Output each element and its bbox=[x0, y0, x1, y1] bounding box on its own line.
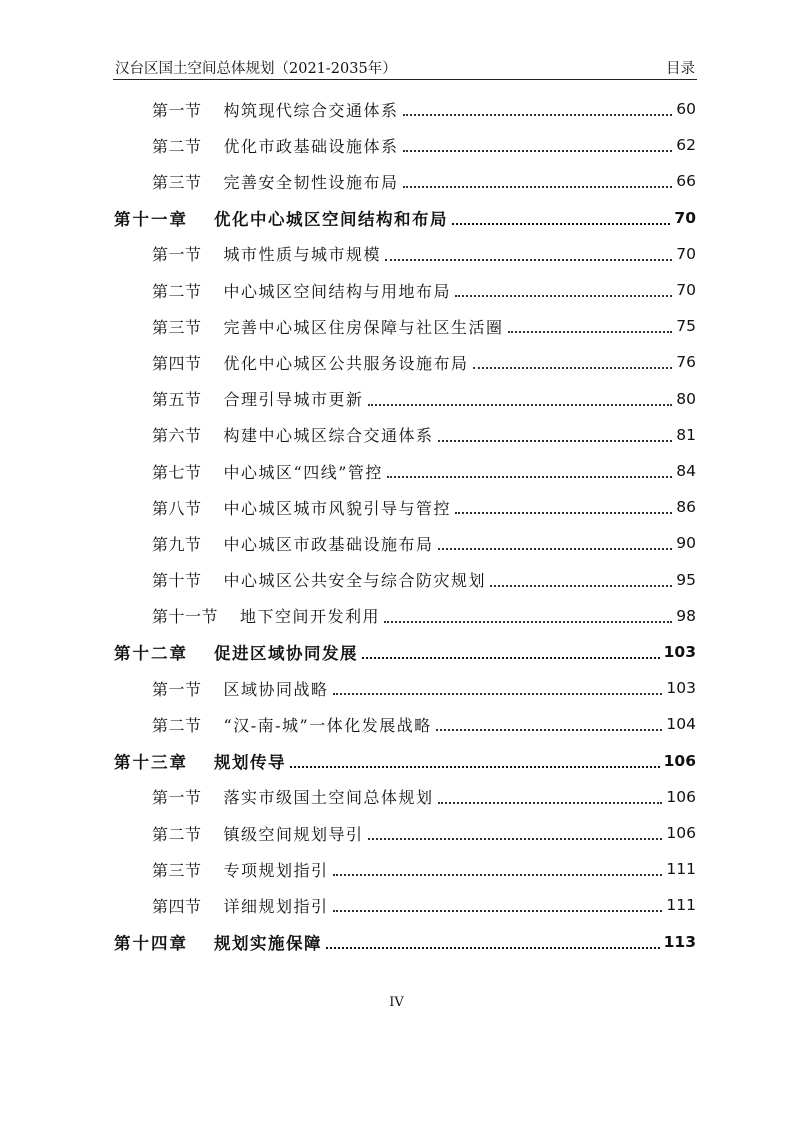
toc-entry-title: 镇级空间规划导引 bbox=[223, 824, 364, 844]
toc-section-entry[interactable] bbox=[0, 311, 793, 341]
toc-section-entry[interactable] bbox=[0, 275, 793, 305]
dot-leader bbox=[455, 295, 672, 297]
toc-entry-page: 66 bbox=[676, 172, 696, 191]
dot-leader bbox=[455, 512, 672, 514]
toc-entry-title: 构筑现代综合交通体系 bbox=[223, 100, 399, 120]
dot-leader bbox=[384, 621, 672, 623]
toc-entry-number: 第十三章 bbox=[114, 752, 188, 772]
dot-leader bbox=[333, 874, 663, 876]
toc-entry-number: 第八节 bbox=[152, 498, 202, 518]
toc-entry-title: 区域协同战略 bbox=[223, 679, 329, 699]
dot-leader bbox=[490, 585, 672, 587]
toc-entry-title: 构建中心城区综合交通体系 bbox=[223, 426, 434, 446]
toc-section-entry[interactable] bbox=[0, 565, 793, 595]
dot-leader bbox=[508, 331, 673, 333]
toc-chapter-entry[interactable] bbox=[0, 746, 793, 776]
toc-entry-number: 第十节 bbox=[152, 571, 202, 591]
toc-entry-title: 中心城区空间结构与用地布局 bbox=[223, 281, 452, 301]
toc-entry-page: 75 bbox=[676, 317, 696, 336]
toc-section-entry[interactable] bbox=[0, 130, 793, 160]
dot-leader bbox=[333, 910, 663, 912]
toc-entry-number: 第一节 bbox=[152, 245, 202, 265]
dot-leader bbox=[438, 802, 663, 804]
toc-entry-title: 完善安全韧性设施布局 bbox=[223, 172, 399, 192]
toc-entry-page: 90 bbox=[676, 534, 696, 553]
toc-section-entry[interactable] bbox=[0, 166, 793, 196]
dot-leader bbox=[333, 693, 663, 695]
toc-entry-number: 第二节 bbox=[152, 281, 202, 301]
toc-section-entry[interactable] bbox=[0, 492, 793, 522]
toc-entry-title: 优化市政基础设施体系 bbox=[223, 136, 399, 156]
toc-entry-title: 优化中心城区空间结构和布局 bbox=[214, 209, 448, 229]
toc-section-entry[interactable] bbox=[0, 673, 793, 703]
toc-chapter-entry[interactable] bbox=[0, 203, 793, 233]
dot-leader bbox=[385, 259, 672, 261]
toc-entry-number: 第五节 bbox=[152, 390, 202, 410]
toc-entry-page: 98 bbox=[676, 606, 696, 625]
toc-entry-page: 106 bbox=[666, 824, 696, 842]
toc-entry-number: 第二节 bbox=[152, 715, 202, 735]
toc-entry-page: 106 bbox=[663, 751, 696, 770]
toc-entry-page: 62 bbox=[676, 136, 696, 155]
toc-entry-title: 地下空间开发利用 bbox=[240, 607, 381, 627]
toc-entry-title: 合理引导城市更新 bbox=[223, 390, 364, 410]
toc-entry-title: 中心城区公共安全与综合防灾规划 bbox=[223, 571, 487, 591]
toc-entry-title: “汉-南-城”一体化发展战略 bbox=[223, 715, 432, 735]
toc-entry-number: 第七节 bbox=[152, 462, 202, 482]
toc-entry-page: 86 bbox=[676, 498, 696, 517]
header-section-label: 目录 bbox=[666, 61, 695, 77]
toc-section-entry[interactable] bbox=[0, 384, 793, 414]
toc-section-entry[interactable] bbox=[0, 890, 793, 920]
toc-entry-number: 第四节 bbox=[152, 896, 202, 916]
toc-entry-number: 第九节 bbox=[152, 534, 202, 554]
dot-leader bbox=[452, 223, 670, 225]
toc-entry-number: 第一节 bbox=[152, 100, 202, 120]
dot-leader bbox=[438, 440, 673, 442]
dot-leader bbox=[326, 947, 660, 949]
dot-leader bbox=[403, 150, 673, 152]
toc-section-entry[interactable] bbox=[0, 456, 793, 486]
page-header bbox=[113, 54, 697, 80]
toc-entry-number: 第三节 bbox=[152, 860, 202, 880]
toc-entry-title: 中心城区城市风貌引导与管控 bbox=[223, 498, 452, 518]
toc-section-entry[interactable] bbox=[0, 347, 793, 377]
toc-entry-page: 84 bbox=[676, 462, 696, 480]
toc-entry-page: 111 bbox=[666, 860, 696, 879]
dot-leader bbox=[436, 729, 663, 731]
toc-entry-page: 104 bbox=[666, 715, 696, 734]
toc-entry-page: 80 bbox=[676, 389, 696, 408]
toc-entry-number: 第四节 bbox=[152, 353, 202, 373]
toc-entry-title: 详细规划指引 bbox=[223, 896, 329, 916]
toc-section-entry[interactable] bbox=[0, 420, 793, 450]
toc-entry-number: 第二节 bbox=[152, 136, 202, 156]
toc-entry-number: 第二节 bbox=[152, 824, 202, 844]
header-rule bbox=[113, 79, 697, 80]
toc-entry-page: 103 bbox=[663, 643, 696, 661]
toc-entry-number: 第十四章 bbox=[114, 933, 188, 953]
toc-entry-page: 76 bbox=[676, 353, 696, 372]
toc-entry-page: 70 bbox=[676, 244, 696, 263]
toc-entry-title: 规划实施保障 bbox=[214, 933, 322, 953]
toc-chapter-entry[interactable] bbox=[0, 927, 793, 957]
toc-section-entry[interactable] bbox=[0, 709, 793, 739]
toc-entry-title: 落实市级国土空间总体规划 bbox=[223, 788, 434, 808]
dot-leader bbox=[290, 766, 660, 768]
toc-entry-page: 113 bbox=[663, 932, 696, 951]
toc-entry-title: 规划传导 bbox=[214, 752, 286, 772]
dot-leader bbox=[438, 548, 673, 550]
dot-leader bbox=[368, 838, 663, 840]
page-number: IV bbox=[389, 995, 404, 1010]
toc-entry-page: 95 bbox=[676, 570, 696, 589]
dot-leader bbox=[403, 186, 673, 188]
toc-entry-page: 111 bbox=[666, 896, 696, 915]
toc-entry-title: 完善中心城区住房保障与社区生活圈 bbox=[223, 317, 504, 337]
toc-entry-page: 70 bbox=[674, 208, 696, 227]
toc-entry-title: 城市性质与城市规模 bbox=[223, 245, 382, 265]
toc-entry-number: 第十一章 bbox=[114, 209, 188, 229]
toc-section-entry[interactable] bbox=[0, 94, 793, 124]
toc-entry-page: 70 bbox=[676, 281, 696, 299]
dot-leader bbox=[473, 367, 673, 369]
toc-entry-title: 中心城区市政基础设施布局 bbox=[223, 534, 434, 554]
toc-entry-number: 第十一节 bbox=[152, 607, 219, 627]
toc-entry-number: 第三节 bbox=[152, 317, 202, 337]
toc-section-entry[interactable] bbox=[0, 818, 793, 848]
toc-entry-page: 106 bbox=[666, 787, 696, 806]
dot-leader bbox=[403, 114, 673, 116]
document-title: 汉台区国土空间总体规划（2021-2035年） bbox=[115, 61, 397, 77]
toc-section-entry[interactable] bbox=[0, 601, 793, 631]
toc-entry-number: 第十二章 bbox=[114, 644, 188, 663]
toc-entry-title: 专项规划指引 bbox=[223, 860, 329, 880]
toc-entry-number: 第一节 bbox=[152, 788, 202, 808]
toc-section-entry[interactable] bbox=[0, 239, 793, 269]
toc-entry-title: 优化中心城区公共服务设施布局 bbox=[223, 353, 469, 373]
toc-entry-number: 第一节 bbox=[152, 679, 202, 699]
dot-leader bbox=[362, 657, 660, 659]
toc-section-entry[interactable] bbox=[0, 854, 793, 884]
toc-entry-page: 60 bbox=[676, 100, 696, 118]
toc-entry-page: 81 bbox=[676, 425, 696, 444]
toc-section-entry[interactable] bbox=[0, 782, 793, 812]
dot-leader bbox=[368, 404, 673, 406]
toc-entry-number: 第三节 bbox=[152, 172, 202, 192]
toc-entry-title: 中心城区“四线”管控 bbox=[223, 462, 383, 482]
toc-entry-title: 促进区域协同发展 bbox=[214, 644, 358, 663]
toc-chapter-entry[interactable] bbox=[0, 637, 793, 667]
toc-section-entry[interactable] bbox=[0, 528, 793, 558]
dot-leader bbox=[387, 476, 672, 478]
toc-entry-page: 103 bbox=[666, 679, 696, 698]
toc-entry-number: 第六节 bbox=[152, 426, 202, 446]
